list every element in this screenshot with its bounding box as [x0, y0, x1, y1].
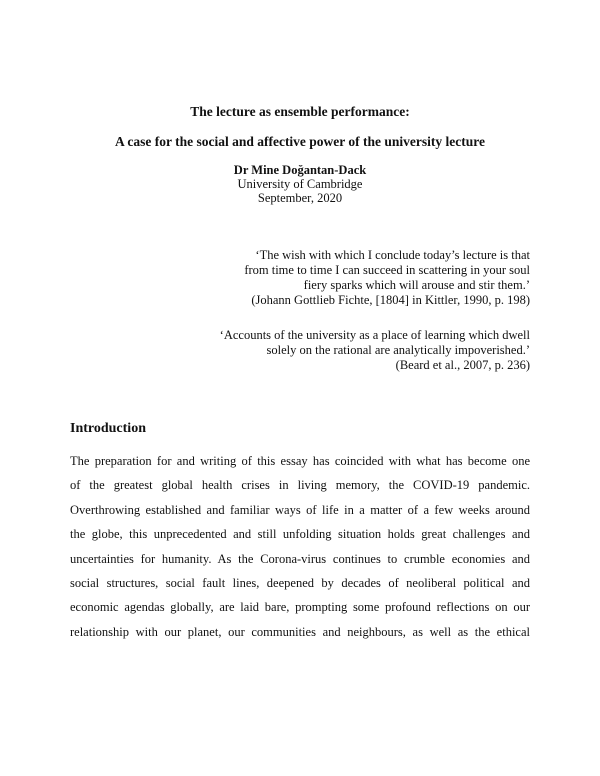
paragraph-line: Overthrowing established and familiar ways of life in a matter of a few weeks around — [70, 502, 530, 517]
epigraph-citation: (Johann Gottlieb Fichte, [1804] in Kittler, 1990, p. 198) — [251, 293, 530, 307]
paragraph-line: the globe, this unprecedented and still unfolding situation holds great challenges and — [70, 527, 530, 542]
paper-title-line-2: A case for the social and affective power of the university lecture — [114, 134, 486, 149]
epigraph-line: ‘The wish with which I conclude today’s lecture is that — [255, 248, 530, 262]
paragraph-line: economic agendas globally, are laid bare, prompting some profound reflections on our — [70, 600, 530, 615]
author-block — [0, 163, 600, 205]
author-affiliation: University of Cambridge — [237, 177, 363, 191]
epigraph-fichte — [110, 248, 530, 308]
paragraph-line: uncertainties for humanity. As the Corona-virus continues to crumble economies and — [70, 551, 530, 566]
paragraph-line: relationship with our planet, our communities and neighbours, as well as the ethical — [70, 624, 530, 639]
epigraph-beard — [110, 328, 530, 373]
epigraph-line: from time to time I can succeed in scattering in your soul — [244, 263, 530, 277]
epigraph-line: solely on the rational are analytically impoverished.’ — [266, 343, 530, 357]
paragraph-line: The preparation for and writing of this essay has coincided with what has become one — [70, 454, 530, 468]
epigraph-line: fiery sparks which will arouse and stir them.’ — [303, 278, 530, 292]
paragraph-line: of the greatest global health crises in living memory, the COVID-19 pandemic. — [70, 478, 530, 493]
author-name: Dr Mine Doğantan-Dack — [233, 163, 367, 177]
paper-title-line-1: The lecture as ensemble performance: — [190, 104, 410, 119]
section-heading-introduction: Introduction — [70, 421, 146, 436]
paragraph-line: social structures, social fault lines, deepened by decades of neoliberal political and — [70, 575, 530, 590]
introduction-paragraph — [70, 449, 530, 644]
publication-date: September, 2020 — [257, 191, 343, 205]
epigraph-line: ‘Accounts of the university as a place of learning which dwell — [219, 328, 530, 342]
epigraph-citation: (Beard et al., 2007, p. 236) — [395, 358, 530, 372]
